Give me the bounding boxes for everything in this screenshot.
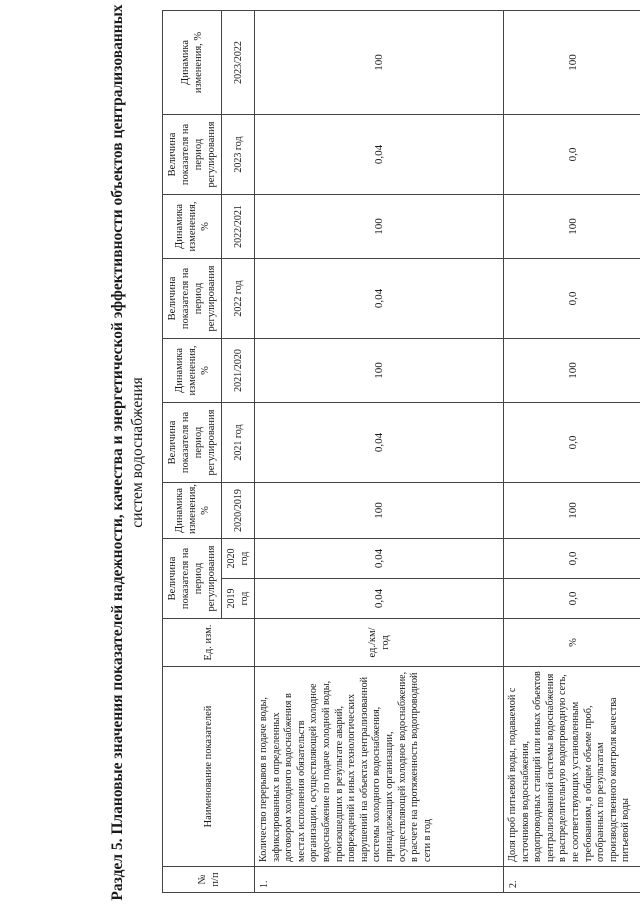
row-number: 2.	[504, 867, 640, 893]
value-cell: 100	[504, 10, 640, 114]
header-dynamic-2021: Динамика изменения, %	[163, 338, 222, 402]
section-title-line1: Раздел 5. Плановые значения показателей надежности, качества и энергетической эффективности объектов централизованных	[109, 4, 126, 901]
value-cell: 0,0	[504, 538, 640, 578]
value-cell: 100	[504, 482, 640, 538]
header-value-2019-2020: Величина показателя на период регулирования	[163, 538, 222, 618]
subheader-cell: 2021/2020	[222, 338, 255, 402]
table-row	[255, 10, 504, 892]
value-cell: 0,04	[255, 258, 504, 338]
value-cell: 0,04	[255, 114, 504, 194]
indicator-name: Количество перерывов в подаче воды, зафиксированных в определенных договором холодного водоснабжения в местах исполнения обязательств организации, осуществляющей холодное водоснабжение по подаче холодной воды, произошедших в результате аварий, повреждений и иных технологических нарушений на объектах централизованной системы холодного водоснабжения, принадлежащих организации, осуществляющей холодное водоснабжение, в расчете на протяженность водопроводной сети в год	[255, 667, 504, 867]
subheader-cell: 2020 год	[222, 538, 255, 578]
indicator-unit: ед./км/год	[255, 619, 504, 667]
header-value-2021: Величина показателя на период регулирования	[163, 402, 222, 482]
value-cell: 0,0	[504, 114, 640, 194]
header-num: № п/п	[163, 867, 255, 893]
subheader-cell: 2020/2019	[222, 482, 255, 538]
header-dynamic-2023: Динамика изменения, %	[163, 10, 222, 114]
header-unit: Ед. изм.	[163, 619, 255, 667]
indicator-unit: %	[504, 619, 640, 667]
subheader-cell: 2022/2021	[222, 194, 255, 258]
section-title	[108, 0, 148, 905]
table-row	[504, 10, 640, 892]
section-title-line2: систем водоснабжения	[129, 377, 146, 528]
subheader-cell: 2023 год	[222, 114, 255, 194]
header-dynamic-2020: Динамика изменения, %	[163, 482, 222, 538]
value-cell: 0,04	[255, 579, 504, 619]
subheader-cell: 2022 год	[222, 258, 255, 338]
header-dynamic-2022: Динамика изменения, %	[163, 194, 222, 258]
header-name: Наименование показателей	[163, 667, 255, 867]
value-cell: 100	[255, 338, 504, 402]
value-cell: 100	[255, 10, 504, 114]
value-cell: 0,04	[255, 402, 504, 482]
value-cell: 100	[255, 194, 504, 258]
row-number: 1.	[255, 867, 504, 893]
header-value-2023: Величина показателя на период регулирования	[163, 114, 222, 194]
header-value-2022: Величина показателя на период регулирования	[163, 258, 222, 338]
value-cell: 0,0	[504, 258, 640, 338]
indicator-name: Доля проб питьевой воды, подаваемой с источников водоснабжения, водопроводных станций или иных объектов централизованной системы водоснабжения в распределительную водопроводную сеть, не соответствующих установленным требованиям, в общем объеме проб, отобранных по результатам производственного контроля качества питьевой воды	[504, 667, 640, 867]
value-cell: 100	[504, 194, 640, 258]
subheader-cell: 2019 год	[222, 579, 255, 619]
value-cell: 100	[504, 338, 640, 402]
value-cell: 0,0	[504, 579, 640, 619]
value-cell: 0,04	[255, 538, 504, 578]
header-row	[163, 10, 222, 892]
subheader-cell: 2021 год	[222, 402, 255, 482]
subheader-cell: 2023/2022	[222, 10, 255, 114]
value-cell: 100	[255, 482, 504, 538]
indicators-table	[162, 10, 640, 893]
value-cell: 0,0	[504, 402, 640, 482]
